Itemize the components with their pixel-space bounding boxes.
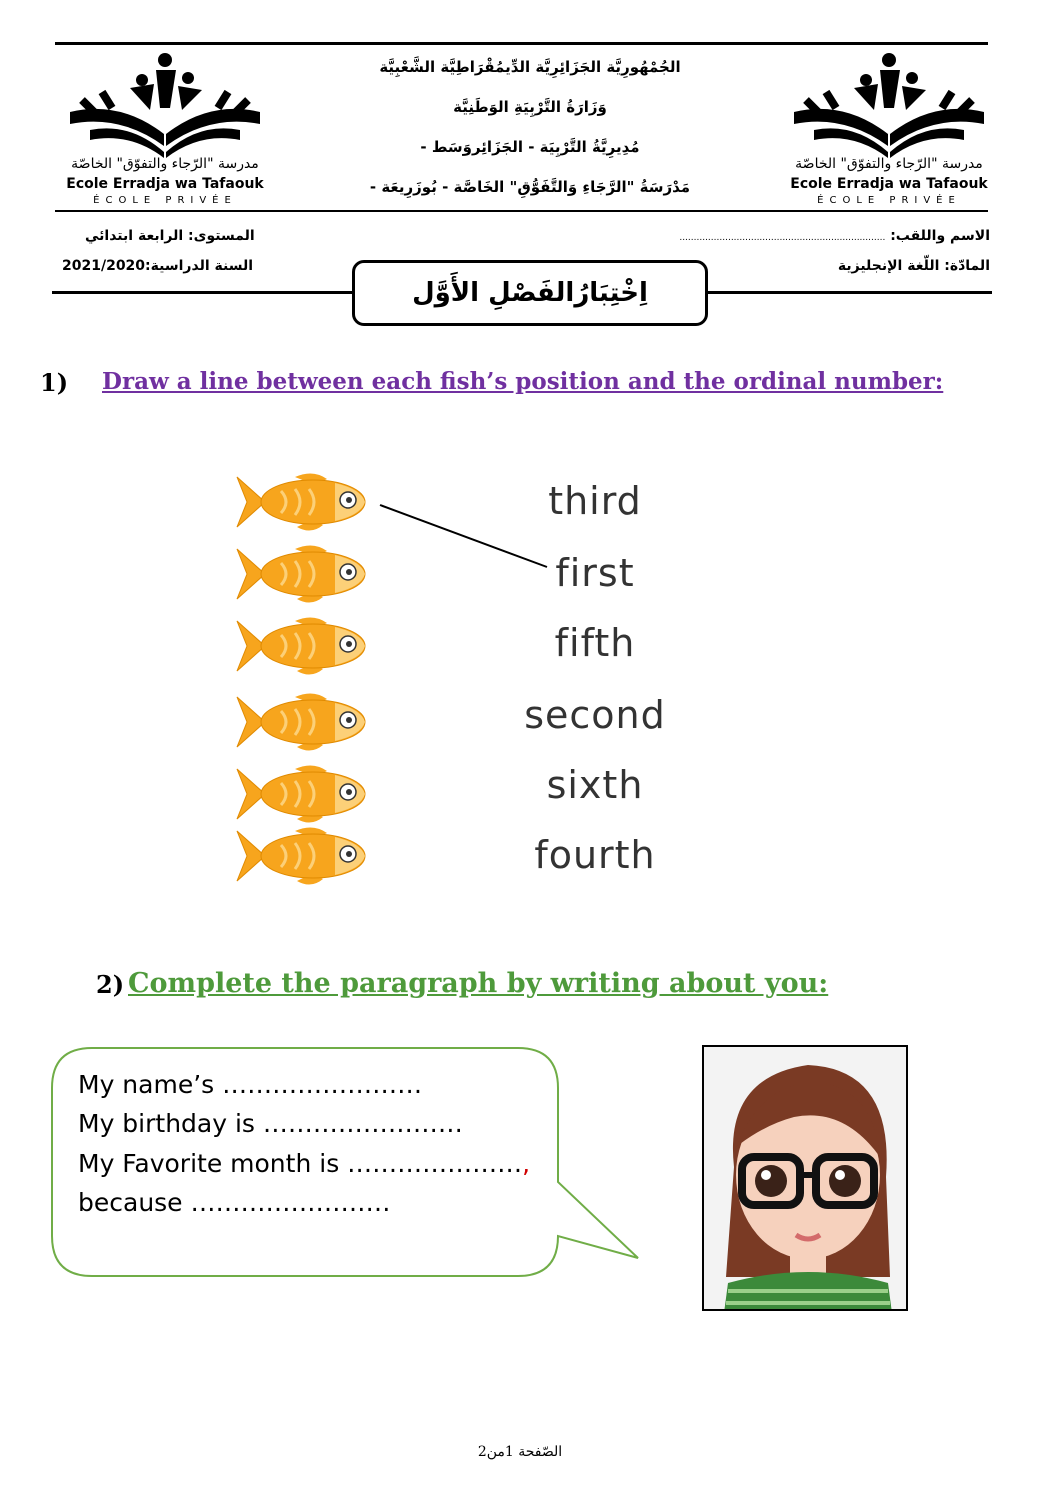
favorite-month-text: My Favorite month is ………………… [78,1149,523,1178]
header-ministry: وَزَارَةُ التَّرْبِيَةِ الوَطَنِيَّة [453,98,607,116]
red-comma: , [522,1149,531,1178]
title-rule-left [52,291,352,294]
name-dots: ........................................................................ [679,233,886,243]
ordinal-word[interactable]: sixth [546,763,644,807]
student-name-field[interactable] [679,228,990,244]
q1-number: 1) [40,368,69,397]
header-republic: الجُمْهُورِيَّة الجَزَائِرِيَّة الدِّيمُقْرَاطِيَّة الشَّعْبِيَّة [379,58,681,76]
title-rule-right [708,291,992,294]
page-number: الصّفحة 1من2 [477,1444,563,1460]
exam-title: اِخْتِبَارُالفَصْلِ الأَوَّل [352,260,708,326]
logo-name-arabic: مدرسة "الرّجاء والتفوّق" الخاصّة [795,156,983,172]
logo-subtitle: ÉCOLE PRIVÉE [817,195,961,206]
header-school: مَدْرَسَةُ "الرَّجَاءِ وَالتَّفَوُّقِ" الخَاصَّة - بُوزَرِيعَة - [369,178,691,196]
school-logo-left [60,48,270,213]
q2-instruction: Complete the paragraph by writing about you: [128,968,829,999]
name-label: الاسم واللقب: [890,228,990,244]
logo-name-english: Ecole Erradja wa Tafaouk [66,176,264,192]
subject-label: المادّة: اللّغة الإنجليزية [837,258,990,274]
birthday-line[interactable]: My birthday is …………………… [78,1109,463,1138]
header-top-rule [55,42,988,45]
ordinal-word[interactable]: fifth [554,621,636,665]
logo-name-english: Ecole Erradja wa Tafaouk [790,176,988,192]
ordinal-word[interactable]: third [548,479,642,523]
school-emblem-icon [784,48,994,158]
favorite-month-line[interactable] [78,1149,530,1178]
logo-subtitle: ÉCOLE PRIVÉE [93,195,237,206]
girl-avatar-icon [704,1047,908,1311]
school-emblem-icon [60,48,270,158]
because-line[interactable]: because …………………… [78,1188,391,1217]
school-year-label: السنة الدراسية:2021/2020 [62,258,253,274]
girl-portrait [702,1045,908,1311]
q2-number: 2) [96,970,125,999]
ordinal-word[interactable]: fourth [534,833,656,877]
example-match-line [215,465,700,890]
fish-exercise [215,465,700,890]
q1-instruction: Draw a line between each fish’s position and the ordinal number: [102,368,944,395]
logo-name-arabic: مدرسة "الرّجاء والتفوّق" الخاصّة [71,156,259,172]
name-line[interactable]: My name’s …………………… [78,1070,423,1099]
school-logo-right [784,48,994,213]
ordinal-word[interactable]: second [524,693,666,737]
header-directorate: مُدِيرِيَّةُ التَّرْبِيَة - الجَزَائِروَسَط - [420,138,640,156]
ordinal-word[interactable]: first [555,551,635,595]
level-label: المستوى: الرابعة ابتدائي [85,228,255,244]
